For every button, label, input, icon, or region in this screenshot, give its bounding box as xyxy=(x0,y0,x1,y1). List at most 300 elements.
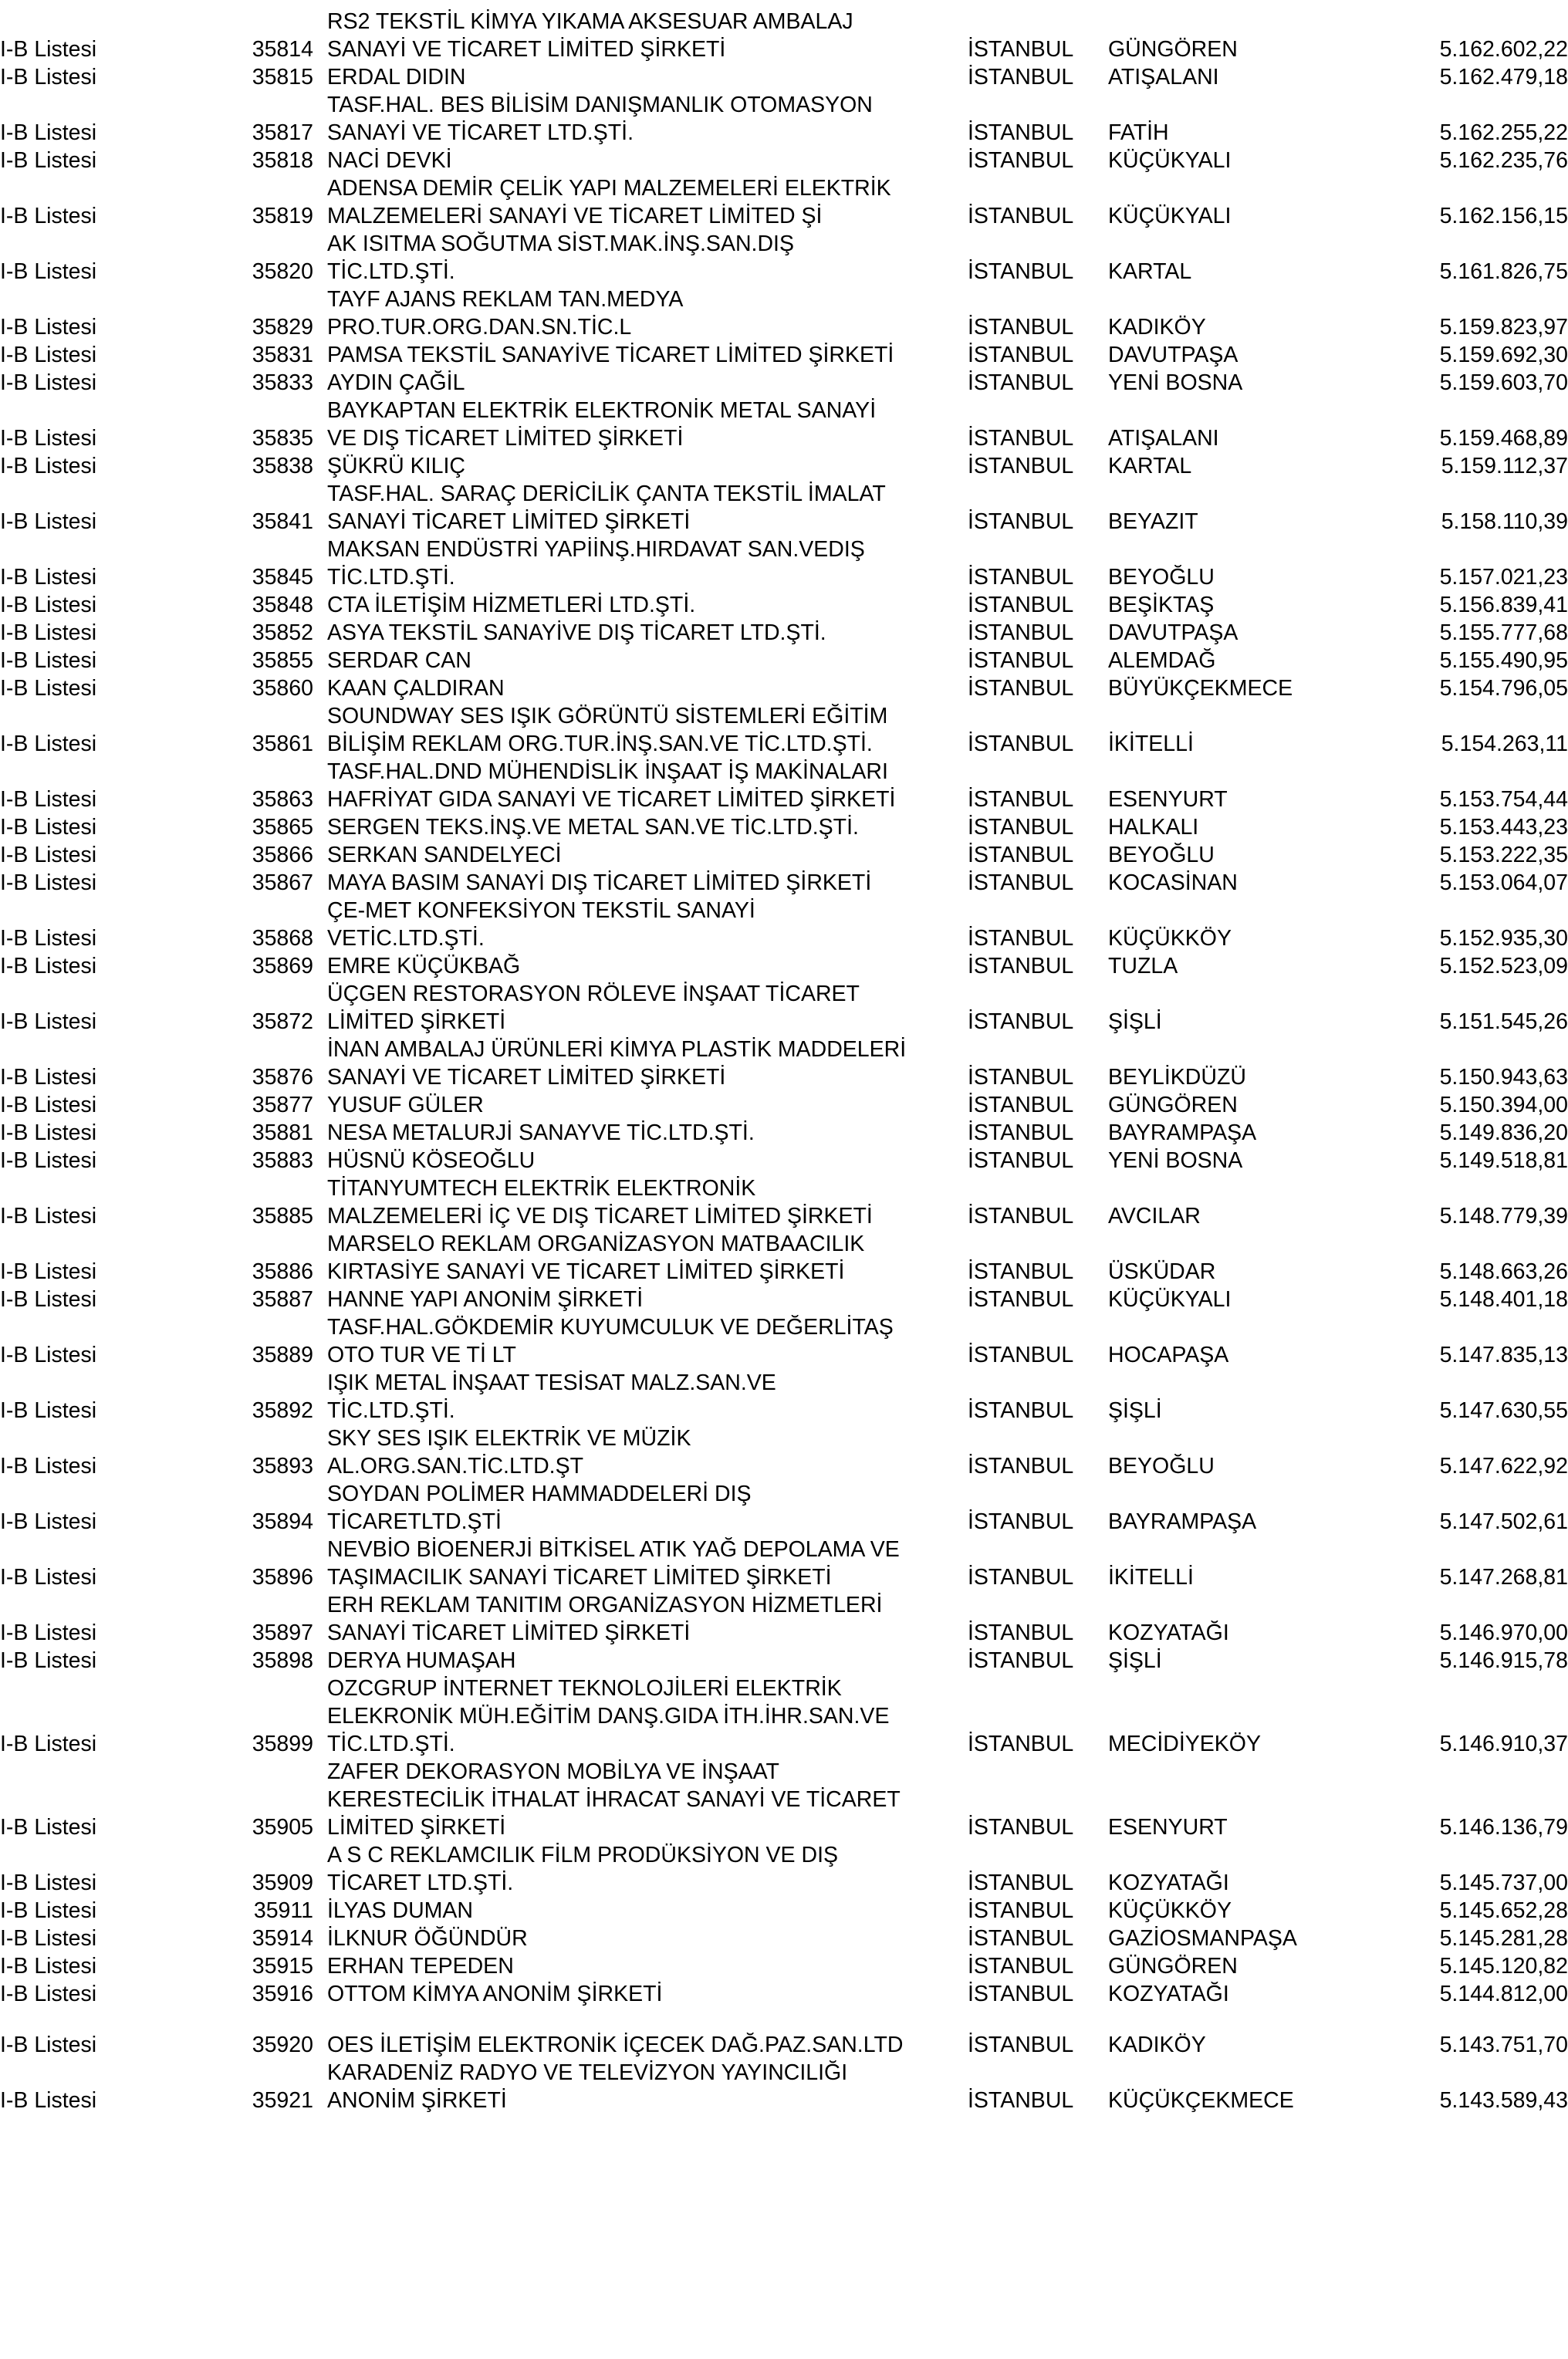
column-gap xyxy=(313,310,327,338)
taxpayer-name-cell: İLKNUR ÖĞÜNDÜR xyxy=(327,1925,528,1951)
list-type-cell: I-B Listesi xyxy=(0,1648,97,1673)
sequence-number-cell: 35869 xyxy=(252,953,313,978)
column-gap-2 xyxy=(1091,1949,1108,1977)
cont-pad-list xyxy=(0,894,228,921)
column-gap-2 xyxy=(1091,1727,1108,1755)
sequence-number-cell: 35885 xyxy=(252,1203,313,1229)
column-gap-2 xyxy=(1091,505,1108,532)
sequence-number-cell: 35894 xyxy=(252,1509,313,1534)
sequence-number-cell: 35892 xyxy=(252,1397,313,1423)
taxpayer-name-line: İNAN AMBALAJ ÜRÜNLERİ KİMYA PLASTİK MADDELERİ xyxy=(327,1036,907,1062)
list-type-cell: I-B Listesi xyxy=(0,1953,97,1979)
taxpayer-name-cell: MALZEMELERİ İÇ VE DIŞ TİCARET LİMİTED ŞİRKETİ xyxy=(327,1203,873,1229)
cont-pad-gap2 xyxy=(1091,394,1108,421)
taxpayer-name-cell: OTO TUR VE Tİ LT xyxy=(327,1342,516,1367)
column-gap-2 xyxy=(1091,949,1108,977)
city-cell: İSTANBUL xyxy=(968,1564,1074,1590)
cont-pad-gap xyxy=(313,977,327,1005)
column-gap xyxy=(313,1394,327,1421)
taxpayer-name-cell: HÜSNÜ KÖSEOĞLU xyxy=(327,1147,536,1173)
column-gap-2 xyxy=(1091,644,1108,671)
tax-office-cell: BEYOĞLU xyxy=(1108,842,1215,867)
sequence-number-cell: 35898 xyxy=(252,1648,313,1673)
table-row-continuation xyxy=(0,1755,1568,1783)
tax-office-cell: GAZİOSMANPAŞA xyxy=(1108,1925,1297,1951)
list-type-cell: I-B Listesi xyxy=(0,1286,97,1312)
cont-pad-amount xyxy=(1401,1032,1568,1060)
cont-pad-city xyxy=(968,171,1091,199)
tax-office-cell: BEYOĞLU xyxy=(1108,1453,1215,1479)
cont-pad-no xyxy=(228,227,313,255)
city-cell: İSTANBUL xyxy=(968,1259,1074,1284)
city-cell: İSTANBUL xyxy=(968,1509,1074,1534)
column-gap-2 xyxy=(1091,421,1108,449)
tax-office-cell: ALEMDAĞ xyxy=(1108,647,1216,673)
column-gap xyxy=(313,60,327,88)
city-cell: İSTANBUL xyxy=(968,647,1074,673)
cont-pad-amount xyxy=(1401,1783,1568,1810)
cont-pad-gap xyxy=(313,1755,327,1783)
list-type-cell: I-B Listesi xyxy=(0,1009,97,1034)
cont-pad-list xyxy=(0,1310,228,1338)
cont-pad-amount xyxy=(1401,1533,1568,1560)
list-type-cell: I-B Listesi xyxy=(0,509,97,534)
cont-pad-list xyxy=(0,2056,228,2084)
tax-office-cell: BÜYÜKÇEKMECE xyxy=(1108,675,1293,701)
column-gap-2 xyxy=(1091,1977,1108,2005)
cont-pad-no xyxy=(228,477,313,505)
debt-amount-cell: 5.147.630,55 xyxy=(1439,1397,1568,1423)
debt-amount-cell: 5.148.663,26 xyxy=(1439,1259,1568,1284)
cont-pad-list xyxy=(0,5,228,32)
tax-office-cell: KARTAL xyxy=(1108,453,1192,478)
tax-office-cell: KOZYATAĞI xyxy=(1108,1870,1229,1895)
column-gap xyxy=(313,116,327,144)
debt-amount-cell: 5.157.021,23 xyxy=(1439,564,1568,590)
tax-office-cell: DAVUTPAŞA xyxy=(1108,620,1239,645)
debt-amount-cell: 5.151.545,26 xyxy=(1439,1009,1568,1034)
taxpayer-name-line: RS2 TEKSTİL KİMYA YIKAMA AKSESUAR AMBALAJ xyxy=(327,8,853,34)
tax-office-cell: ESENYURT xyxy=(1108,1814,1228,1840)
table-row xyxy=(0,116,1568,144)
debt-amount-cell: 5.150.394,00 xyxy=(1439,1092,1568,1117)
column-gap-2 xyxy=(1091,1199,1108,1227)
taxpayer-name-line: AK ISITMA SOĞUTMA SİST.MAK.İNŞ.SAN.DIŞ xyxy=(327,231,794,256)
column-gap-2 xyxy=(1091,1005,1108,1032)
taxpayer-name-line: IŞIK METAL İNŞAAT TESİSAT MALZ.SAN.VE xyxy=(327,1370,776,1395)
table-row xyxy=(0,560,1568,588)
table-row xyxy=(0,2084,1568,2111)
cont-pad-list xyxy=(0,1171,228,1199)
taxpayer-name-line: MARSELO REKLAM ORGANİZASYON MATBAACILIK xyxy=(327,1231,865,1256)
cont-pad-gap xyxy=(313,894,327,921)
cont-pad-city xyxy=(968,1671,1091,1699)
table-row-continuation xyxy=(0,977,1568,1005)
tax-office-cell: GÜNGÖREN xyxy=(1108,36,1238,62)
column-gap xyxy=(313,338,327,366)
tax-office-cell: BAYRAMPAŞA xyxy=(1108,1120,1257,1145)
city-cell: İSTANBUL xyxy=(968,1009,1074,1034)
taxpayer-name-cell: SANAYİ VE TİCARET LİMİTED ŞİRKETİ xyxy=(327,1064,726,1090)
taxpayer-name-cell: PRO.TUR.ORG.DAN.SN.TİC.L xyxy=(327,314,632,340)
table-row-continuation xyxy=(0,282,1568,310)
cont-pad-gap xyxy=(313,1227,327,1255)
city-cell: İSTANBUL xyxy=(968,370,1074,395)
column-gap xyxy=(313,2084,327,2111)
taxpayer-name-line: TAYF AJANS REKLAM TAN.MEDYA xyxy=(327,286,684,312)
table-row xyxy=(0,866,1568,894)
cont-pad-gap xyxy=(313,1171,327,1199)
cont-pad-gap2 xyxy=(1091,977,1108,1005)
sequence-number-cell: 35831 xyxy=(252,342,313,367)
list-type-cell: I-B Listesi xyxy=(0,1147,97,1173)
cont-pad-amount xyxy=(1401,1227,1568,1255)
cont-pad-no xyxy=(228,894,313,921)
column-gap xyxy=(313,449,327,477)
city-cell: İSTANBUL xyxy=(968,953,1074,978)
column-gap xyxy=(313,1505,327,1533)
column-gap-2 xyxy=(1091,1921,1108,1949)
debt-amount-cell: 5.152.523,09 xyxy=(1439,953,1568,978)
cont-pad-district xyxy=(1108,1366,1401,1394)
table-row xyxy=(0,616,1568,644)
column-gap-2 xyxy=(1091,1866,1108,1894)
sequence-number-cell: 35914 xyxy=(252,1925,313,1951)
taxpayer-name-line: A S C REKLAMCILIK FİLM PRODÜKSİYON VE DIŞ xyxy=(327,1842,838,1867)
cont-pad-no xyxy=(228,1533,313,1560)
column-gap-2 xyxy=(1091,727,1108,755)
cont-pad-list xyxy=(0,227,228,255)
taxpayer-name-line: TASF.HAL. BES BİLİSİM DANIŞMANLIK OTOMASYON xyxy=(327,92,873,117)
cont-pad-no xyxy=(228,171,313,199)
debt-amount-cell: 5.162.479,18 xyxy=(1439,64,1568,90)
table-row-continuation xyxy=(0,171,1568,199)
sequence-number-cell: 35872 xyxy=(252,1009,313,1034)
city-cell: İSTANBUL xyxy=(968,1814,1074,1840)
tax-office-cell: KOZYATAĞI xyxy=(1108,1620,1229,1645)
sequence-number-cell: 35899 xyxy=(252,1731,313,1756)
table-row-continuation xyxy=(0,1783,1568,1810)
city-cell: İSTANBUL xyxy=(968,453,1074,478)
sequence-number-cell: 35815 xyxy=(252,64,313,90)
table-row xyxy=(0,338,1568,366)
tax-office-cell: KÜÇÜKYALI xyxy=(1108,203,1232,228)
cont-pad-district xyxy=(1108,1671,1401,1699)
taxpayer-name-cell: VETİC.LTD.ŞTİ. xyxy=(327,925,485,951)
city-cell: İSTANBUL xyxy=(968,786,1074,812)
taxpayer-name-cell: AL.ORG.SAN.TİC.LTD.ŞT xyxy=(327,1453,584,1479)
cont-pad-district xyxy=(1108,1477,1401,1505)
table-row-continuation xyxy=(0,1533,1568,1560)
table-row-continuation xyxy=(0,5,1568,32)
column-gap xyxy=(313,588,327,616)
taxpayer-name-cell: VE DIŞ TİCARET LİMİTED ŞİRKETİ xyxy=(327,425,684,451)
city-cell: İSTANBUL xyxy=(968,259,1074,284)
taxpayer-name-cell: MALZEMELERİ SANAYİ VE TİCARET LİMİTED Şİ xyxy=(327,203,823,228)
table-row xyxy=(0,1116,1568,1144)
taxpayer-name-cell: ŞÜKRÜ KILIÇ xyxy=(327,453,465,478)
sequence-number-cell: 35868 xyxy=(252,925,313,951)
cont-pad-gap2 xyxy=(1091,755,1108,782)
column-gap xyxy=(313,255,327,282)
taxpayer-name-cell: TİC.LTD.ŞTİ. xyxy=(327,1397,455,1423)
column-gap-2 xyxy=(1091,1560,1108,1588)
taxpayer-name-cell: TİCARETLTD.ŞTİ xyxy=(327,1509,502,1534)
column-gap-2 xyxy=(1091,366,1108,394)
cont-pad-list xyxy=(0,88,228,116)
list-type-cell: I-B Listesi xyxy=(0,259,97,284)
tax-office-cell: KÜÇÜKYALI xyxy=(1108,1286,1232,1312)
sequence-number-cell: 35860 xyxy=(252,675,313,701)
cont-pad-list xyxy=(0,532,228,560)
taxpayer-name-line: OZCGRUP İNTERNET TEKNOLOJİLERİ ELEKTRİK xyxy=(327,1675,842,1701)
taxpayer-name-cell: OTTOM KİMYA ANONİM ŞİRKETİ xyxy=(327,1981,663,2006)
cont-pad-no xyxy=(228,1588,313,1616)
column-gap xyxy=(313,1005,327,1032)
cont-pad-amount xyxy=(1401,282,1568,310)
cont-pad-amount xyxy=(1401,227,1568,255)
cont-pad-district xyxy=(1108,699,1401,727)
debt-amount-cell: 5.146.970,00 xyxy=(1439,1620,1568,1645)
taxpayer-name-line: SKY SES IŞIK ELEKTRİK VE MÜZİK xyxy=(327,1425,691,1451)
city-cell: İSTANBUL xyxy=(968,814,1074,840)
cont-pad-city xyxy=(968,227,1091,255)
cont-pad-no xyxy=(228,1227,313,1255)
taxpayer-name-line: ADENSA DEMİR ÇELİK YAPI MALZEMELERİ ELEKTRİK xyxy=(327,175,891,201)
cont-pad-gap xyxy=(313,1310,327,1338)
debt-amount-cell: 5.159.468,89 xyxy=(1439,425,1568,451)
taxpayer-name-cell: ERDAL DIDIN xyxy=(327,64,466,90)
list-type-cell: I-B Listesi xyxy=(0,36,97,62)
taxpayer-name-line: ELEKRONİK MÜH.EĞİTİM DANŞ.GIDA İTH.İHR.SAN.VE xyxy=(327,1703,890,1729)
column-gap-2 xyxy=(1091,1088,1108,1116)
table-row xyxy=(0,949,1568,977)
cont-pad-list xyxy=(0,477,228,505)
debt-amount-cell: 5.162.235,76 xyxy=(1439,147,1568,173)
column-gap xyxy=(313,1144,327,1171)
cont-pad-gap xyxy=(313,394,327,421)
cont-pad-city xyxy=(968,1421,1091,1449)
cont-pad-gap xyxy=(313,88,327,116)
table-row xyxy=(0,1727,1568,1755)
table-row-continuation xyxy=(0,88,1568,116)
cont-pad-gap2 xyxy=(1091,1171,1108,1199)
tax-office-cell: BEYAZIT xyxy=(1108,509,1198,534)
cont-pad-no xyxy=(228,5,313,32)
cont-pad-no xyxy=(228,1032,313,1060)
cont-pad-gap2 xyxy=(1091,1755,1108,1783)
tax-office-cell: DAVUTPAŞA xyxy=(1108,342,1239,367)
table-row xyxy=(0,1560,1568,1588)
taxpayer-name-cell: NESA METALURJİ SANAYVE TİC.LTD.ŞTİ. xyxy=(327,1120,755,1145)
column-gap-2 xyxy=(1091,1810,1108,1838)
cont-pad-amount xyxy=(1401,894,1568,921)
taxpayer-name-cell: NACİ DEVKİ xyxy=(327,147,452,173)
cont-pad-list xyxy=(0,1032,228,1060)
city-cell: İSTANBUL xyxy=(968,592,1074,617)
debt-amount-cell: 5.154.263,11 xyxy=(1441,731,1568,756)
column-gap-2 xyxy=(1091,144,1108,171)
cont-pad-list xyxy=(0,1477,228,1505)
tax-office-cell: ÜSKÜDAR xyxy=(1108,1259,1216,1284)
cont-pad-gap xyxy=(313,1366,327,1394)
column-gap-2 xyxy=(1091,671,1108,699)
cont-pad-gap2 xyxy=(1091,1588,1108,1616)
column-gap-2 xyxy=(1091,449,1108,477)
cont-pad-district xyxy=(1108,1310,1401,1338)
column-gap xyxy=(313,2028,327,2056)
debt-amount-cell: 5.147.268,81 xyxy=(1439,1564,1568,1590)
tax-office-cell: ŞİŞLİ xyxy=(1108,1648,1162,1673)
cont-pad-gap2 xyxy=(1091,1366,1108,1394)
debt-amount-cell: 5.159.112,37 xyxy=(1441,453,1568,478)
city-cell: İSTANBUL xyxy=(968,2032,1074,2057)
table-body xyxy=(0,5,1568,2111)
debt-amount-cell: 5.155.490,95 xyxy=(1439,647,1568,673)
taxpayer-name-line: KARADENİZ RADYO VE TELEVİZYON YAYINCILIĞI xyxy=(327,2060,848,2085)
cont-pad-gap2 xyxy=(1091,88,1108,116)
column-gap-2 xyxy=(1091,810,1108,838)
cont-pad-city xyxy=(968,1310,1091,1338)
table-row xyxy=(0,1060,1568,1088)
table-row xyxy=(0,1283,1568,1310)
column-gap xyxy=(313,1894,327,1921)
table-row-continuation xyxy=(0,1699,1568,1727)
sequence-number-cell: 35886 xyxy=(252,1259,313,1284)
cont-pad-list xyxy=(0,1366,228,1394)
city-cell: İSTANBUL xyxy=(968,203,1074,228)
list-type-cell: I-B Listesi xyxy=(0,564,97,590)
city-cell: İSTANBUL xyxy=(968,1648,1074,1673)
cont-pad-list xyxy=(0,1699,228,1727)
city-cell: İSTANBUL xyxy=(968,1453,1074,1479)
table-row xyxy=(0,32,1568,60)
column-gap xyxy=(313,671,327,699)
cont-pad-gap2 xyxy=(1091,699,1108,727)
taxpayer-name-cell: BİLİŞİM REKLAM ORG.TUR.İNŞ.SAN.VE TİC.LTD.ŞTİ. xyxy=(327,731,873,756)
tax-office-cell: KADIKÖY xyxy=(1108,2032,1206,2057)
taxpayer-name-line: SOUNDWAY SES IŞIK GÖRÜNTÜ SİSTEMLERİ EĞİTİM xyxy=(327,703,888,728)
cont-pad-amount xyxy=(1401,5,1568,32)
debt-amount-cell: 5.153.222,35 xyxy=(1439,842,1568,867)
cont-pad-city xyxy=(968,532,1091,560)
tax-office-cell: KÜÇÜKKÖY xyxy=(1108,925,1232,951)
cont-pad-district xyxy=(1108,1421,1401,1449)
cont-pad-gap xyxy=(313,477,327,505)
table-row-continuation xyxy=(0,1588,1568,1616)
table-row-continuation xyxy=(0,1477,1568,1505)
cont-pad-gap2 xyxy=(1091,1477,1108,1505)
table-row xyxy=(0,505,1568,532)
taxpayer-name-line: TASF.HAL.DND MÜHENDİSLİK İNŞAAT İŞ MAKİNALARI xyxy=(327,759,888,784)
row-spacer xyxy=(0,2005,1568,2028)
list-type-cell: I-B Listesi xyxy=(0,1397,97,1423)
city-cell: İSTANBUL xyxy=(968,1620,1074,1645)
column-gap xyxy=(313,838,327,866)
cont-pad-city xyxy=(968,894,1091,921)
city-cell: İSTANBUL xyxy=(968,1064,1074,1090)
cont-pad-no xyxy=(228,1366,313,1394)
cont-pad-gap xyxy=(313,282,327,310)
cont-pad-amount xyxy=(1401,2056,1568,2084)
sequence-number-cell: 35883 xyxy=(252,1147,313,1173)
taxpayer-name-cell: SANAYİ VE TİCARET LİMİTED ŞİRKETİ xyxy=(327,36,726,62)
cont-pad-gap2 xyxy=(1091,1227,1108,1255)
taxpayer-name-line: KERESTECİLİK İTHALAT İHRACAT SANAYİ VE TİCARET xyxy=(327,1786,901,1812)
column-gap xyxy=(313,1977,327,2005)
column-gap xyxy=(313,421,327,449)
table-row xyxy=(0,782,1568,810)
taxpayer-name-line: ÇE-MET KONFEKSİYON TEKSTİL SANAYİ xyxy=(327,897,755,923)
taxpayer-name-cell: ERHAN TEPEDEN xyxy=(327,1953,514,1979)
cont-pad-gap2 xyxy=(1091,1699,1108,1727)
column-gap-2 xyxy=(1091,338,1108,366)
sequence-number-cell: 35909 xyxy=(252,1870,313,1895)
debt-amount-cell: 5.145.281,28 xyxy=(1439,1925,1568,1951)
tax-office-cell: KARTAL xyxy=(1108,259,1192,284)
city-cell: İSTANBUL xyxy=(968,842,1074,867)
cont-pad-list xyxy=(0,171,228,199)
cont-pad-no xyxy=(228,1838,313,1866)
column-gap xyxy=(313,1644,327,1671)
debt-amount-cell: 5.156.839,41 xyxy=(1439,592,1568,617)
cont-pad-district xyxy=(1108,1838,1401,1866)
column-gap-2 xyxy=(1091,616,1108,644)
taxpayer-name-cell: TİCARET LTD.ŞTİ. xyxy=(327,1870,514,1895)
cont-pad-district xyxy=(1108,1032,1401,1060)
cont-pad-no xyxy=(228,88,313,116)
column-gap xyxy=(313,32,327,60)
debt-amount-cell: 5.147.835,13 xyxy=(1439,1342,1568,1367)
debt-amount-cell: 5.162.602,22 xyxy=(1439,36,1568,62)
column-gap-2 xyxy=(1091,1283,1108,1310)
column-gap-2 xyxy=(1091,866,1108,894)
table-row-continuation xyxy=(0,394,1568,421)
city-cell: İSTANBUL xyxy=(968,36,1074,62)
column-gap-2 xyxy=(1091,921,1108,949)
debt-amount-cell: 5.145.652,28 xyxy=(1439,1898,1568,1923)
debt-amount-cell: 5.143.589,43 xyxy=(1439,2087,1568,2113)
cont-pad-no xyxy=(228,1699,313,1727)
cont-pad-gap xyxy=(313,227,327,255)
taxpayer-name-cell: EMRE KÜÇÜKBAĞ xyxy=(327,953,521,978)
cont-pad-amount xyxy=(1401,699,1568,727)
cont-pad-amount xyxy=(1401,88,1568,116)
column-gap-2 xyxy=(1091,588,1108,616)
cont-pad-no xyxy=(228,699,313,727)
table-row xyxy=(0,2028,1568,2056)
sequence-number-cell: 35835 xyxy=(252,425,313,451)
column-gap-2 xyxy=(1091,1394,1108,1421)
cont-pad-district xyxy=(1108,532,1401,560)
list-type-cell: I-B Listesi xyxy=(0,786,97,812)
cont-pad-amount xyxy=(1401,532,1568,560)
list-type-cell: I-B Listesi xyxy=(0,814,97,840)
table-row xyxy=(0,255,1568,282)
cont-pad-city xyxy=(968,1755,1091,1783)
city-cell: İSTANBUL xyxy=(968,425,1074,451)
cont-pad-list xyxy=(0,282,228,310)
city-cell: İSTANBUL xyxy=(968,342,1074,367)
debt-amount-cell: 5.144.812,00 xyxy=(1439,1981,1568,2006)
table-row xyxy=(0,1921,1568,1949)
column-gap-2 xyxy=(1091,2084,1108,2111)
tax-office-cell: ŞİŞLİ xyxy=(1108,1009,1162,1034)
cont-pad-amount xyxy=(1401,1588,1568,1616)
cont-pad-gap2 xyxy=(1091,1310,1108,1338)
tax-office-cell: İKİTELLİ xyxy=(1108,1564,1194,1590)
taxpayer-name-cell: SANAYİ TİCARET LİMİTED ŞİRKETİ xyxy=(327,509,691,534)
